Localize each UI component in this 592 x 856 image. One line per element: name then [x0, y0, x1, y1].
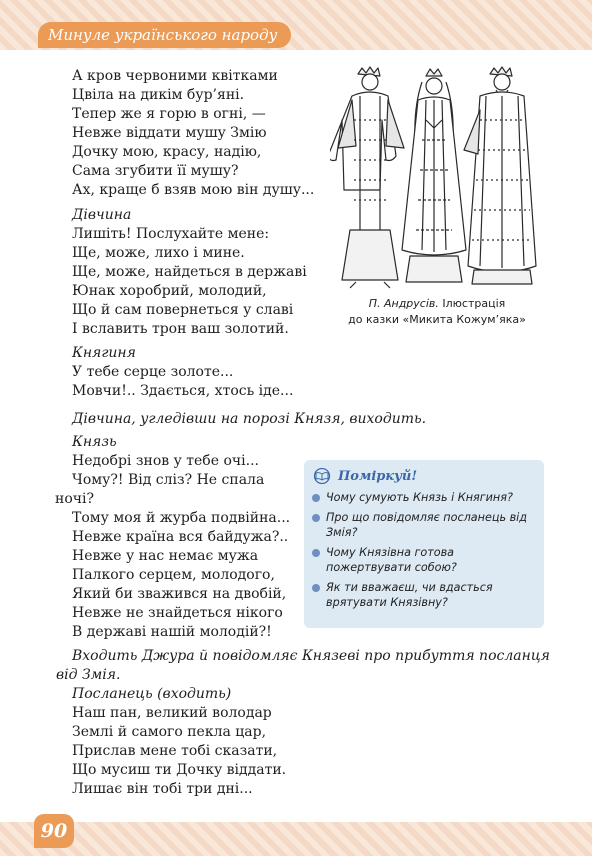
verse-line: Мовчи!.. Здається, хтось іде...: [72, 383, 294, 399]
open-book-icon: [312, 468, 332, 484]
verse-line: Ще, може, найдеться в державі: [72, 264, 307, 280]
verse-line: Недобрі знов у тебе очі...: [72, 453, 259, 469]
verse-line: І вславить трон ваш золотий.: [72, 321, 289, 337]
illustration-three-figures: [330, 60, 545, 292]
speaker-name: Княгиня: [72, 345, 136, 361]
think-box-title: Поміркуй!: [338, 468, 418, 484]
bullet-dot: [312, 549, 320, 557]
verse-line: ночі?: [55, 491, 94, 507]
verse-line: Сама згубити її мушу?: [72, 163, 239, 179]
speaker-name: Князь: [72, 434, 117, 450]
section-title-tab: Минуле українського народу: [38, 22, 291, 48]
caption-line2: до казки «Микита Кожум’яка»: [348, 313, 526, 326]
verse-line: Який би зважився на двобій,: [72, 586, 287, 602]
caption-author: П. Андрусів.: [368, 297, 439, 310]
stage-direction: Дівчина, угледівши на порозі Князя, виходить.: [72, 411, 427, 427]
caption-text: Ілюстрація: [442, 297, 506, 310]
verse-line: Невже країна вся байдужа?..: [72, 529, 289, 545]
question-item: [312, 510, 534, 540]
verse-line: Що мусиш ти Дочку віддати.: [72, 762, 287, 778]
figure-princess: [402, 69, 466, 282]
verse-line: Ах, краще б взяв мою він душу...: [72, 182, 315, 198]
verse-block-knyahynia: [72, 344, 293, 401]
question-text: Чому Князівна готова пожертвувати собою?: [326, 546, 457, 574]
speaker-name: Дівчина: [72, 207, 132, 223]
question-text: Як ти вважаєш, чи вдасться врятувати Князівну?: [326, 581, 493, 609]
verse-line: Прислав мене тобі сказати,: [72, 743, 278, 759]
illustration-caption: [326, 296, 548, 328]
verse-line: Невже не знайдеться нікого: [72, 605, 283, 621]
verse-line: Цвіла на дикім бур’яні.: [72, 87, 245, 103]
bullet-dot: [312, 514, 320, 522]
question-item: [312, 580, 534, 610]
verse-line: Чому?! Від сліз? Не спала: [72, 472, 265, 488]
stage-direction-2: [56, 647, 550, 685]
stage-direction-line: Входить Джура й повідомляє Князеві про прибуття посланця: [72, 648, 550, 664]
bullet-dot: [312, 584, 320, 592]
footer-ornament-band: [0, 822, 592, 856]
verse-line: Палкого серцем, молодого,: [72, 567, 275, 583]
verse-block-poslanets: [72, 685, 286, 799]
verse-line: В державі нашій молодій?!: [72, 624, 272, 640]
question-item: [312, 490, 534, 505]
speaker-name: Посланець (входить): [72, 686, 232, 702]
verse-line: Невже віддати мушу Змію: [72, 125, 267, 141]
question-text: Чому сумують Князь і Княгиня?: [326, 491, 513, 504]
verse-line: Тепер же я горю в огні, —: [72, 106, 266, 122]
stage-direction-line: від Змія.: [56, 667, 121, 683]
figure-king: [464, 67, 536, 284]
verse-line: Наш пан, великий володар: [72, 705, 272, 721]
verse-line: Що й сам повернеться у славі: [72, 302, 294, 318]
verse-line: Юнак хоробрий, молодий,: [72, 283, 267, 299]
verse-block-opening: [72, 67, 314, 200]
verse-line: Ще, може, лихо і мине.: [72, 245, 245, 261]
question-item: [312, 545, 534, 575]
verse-line: Дочку мою, красу, надію,: [72, 144, 262, 160]
think-box: [304, 460, 544, 628]
verse-line: Тому моя й журба подвійна...: [72, 510, 291, 526]
verse-line: Лишає він тобі три дні...: [72, 781, 253, 797]
think-box-header: [312, 468, 534, 484]
verse-line: У тебе серце золоте...: [72, 364, 234, 380]
bullet-dot: [312, 494, 320, 502]
page-number: 90: [34, 814, 74, 848]
verse-block-divchyna: [72, 206, 307, 339]
figure-prince: [330, 67, 404, 288]
verse-line: Лишіть! Послухайте мене:: [72, 226, 270, 242]
verse-line: Невже у нас немає мужа: [72, 548, 259, 564]
question-text: Про що повідомляє посланець від Змія?: [326, 511, 528, 539]
verse-line: Землі й самого пекла цар,: [72, 724, 267, 740]
verse-line: А кров червоними квітками: [72, 68, 278, 84]
verse-block-knyaz: [55, 433, 291, 642]
